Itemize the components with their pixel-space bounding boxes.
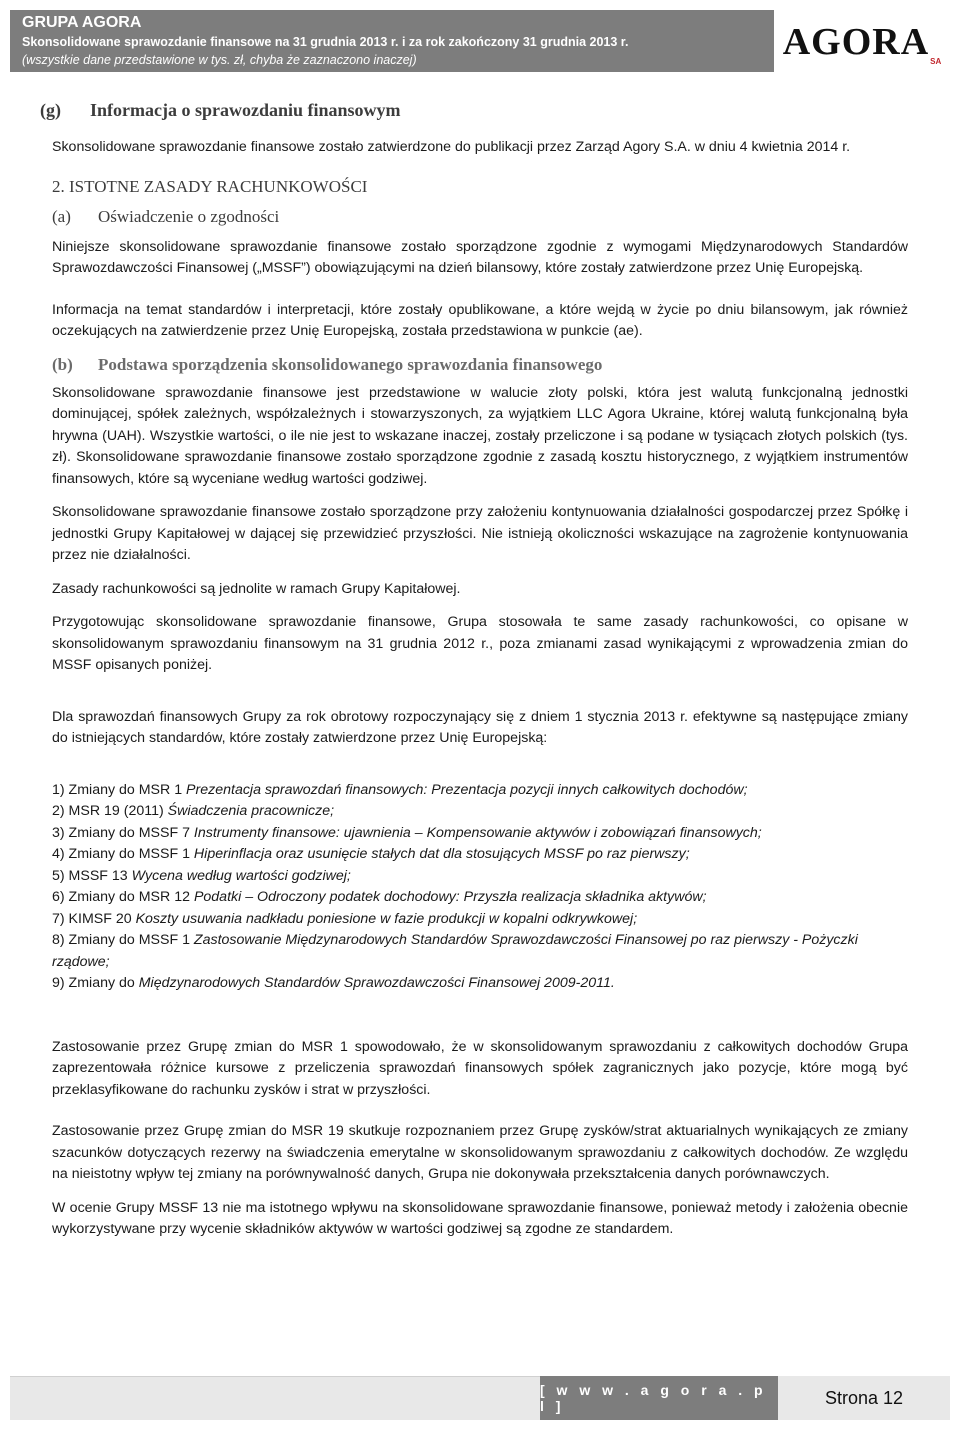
page-header bbox=[10, 10, 950, 72]
footer-band bbox=[10, 1376, 540, 1420]
section-b-heading bbox=[52, 355, 908, 375]
section-2-heading: 2. ISTOTNE ZASADY RACHUNKOWOŚCI bbox=[52, 176, 368, 196]
section-c-paragraph-2: Zastosowanie przez Grupę zmian do MSR 19 skutkuje rozpoznaniem przez Grupę zysków/strat aktuarialnych wynikających ze zmiany szacunków dotyczących rezerwy na świadczenia emerytalne w skonsolidowanym sprawozdaniu z całkowitych dochodów. Ze względu na nieistotny wpływ tej zmiany na porównywalność danych, Grupa nie dokonywała przekształcenia danych porównawczych. bbox=[52, 1123, 908, 1182]
section-a-label: (a) bbox=[52, 206, 71, 226]
page-footer bbox=[10, 1376, 950, 1420]
section-a-paragraph-1: Niniejsze skonsolidowane sprawozdanie finansowe zostało sporządzone zgodnie z wymogami Międzynarodowych Standardów Sprawozdawczości Finansowej („MSSF”) obowiązującymi na dzień bilansowy, które zostały zatwierdzone przez Unię Europejską. bbox=[52, 238, 908, 276]
logo-text: AGORA bbox=[782, 21, 930, 63]
header-band bbox=[10, 10, 774, 72]
section-c-paragraph-3: W ocenie Grupy MSSF 13 nie ma istotnego wpływu na skonsolidowane sprawozdanie finansowe, ponieważ metody i założenia obecnie wykorzystywane przy wycenie składników aktywów w wartości godziwej są zgodne ze standardem. bbox=[52, 1199, 908, 1237]
section-b-paragraph-5: Dla sprawozdań finansowych Grupy za rok obrotowy rozpoczynający się z dniem 1 stycznia 2013 r. efektywne są następujące zmiany do istniejących standardów, które zostały zatwierdzone przez Unię Europejską: bbox=[52, 708, 908, 746]
report-title: Skonsolidowane sprawozdanie finansowe na 31 grudnia 2013 r. i za rok zakończony 31 grudnia 2013 r. bbox=[22, 35, 629, 49]
section-g-heading bbox=[40, 100, 908, 121]
footer-website-link[interactable]: [ w w w . a g o r a . p l ] bbox=[540, 1376, 778, 1420]
list-item: 5) MSSF 13 Wycena według wartości godziwej; bbox=[52, 867, 351, 884]
list-item: 6) Zmiany do MSR 12 Podatki – Odroczony podatek dochodowy: Przyszła realizacja składnika aktywów; bbox=[52, 889, 707, 905]
list-item: 9) Zmiany do Międzynarodowych Standardów Sprawozdawczości Finansowej 2009-2011. bbox=[52, 975, 615, 991]
standards-list bbox=[52, 780, 908, 995]
report-note: (wszystkie dane przedstawione w tys. zł, chyba że zaznaczono inaczej) bbox=[22, 53, 417, 67]
list-item: 2) MSR 19 (2011) Świadczenia pracownicze; bbox=[52, 803, 335, 819]
section-a-heading bbox=[52, 207, 908, 227]
company-name: GRUPA AGORA bbox=[22, 14, 142, 31]
document-body bbox=[40, 100, 908, 1241]
section-b-title: Podstawa sporządzenia skonsolidowanego sprawozdania finansowego bbox=[98, 354, 603, 374]
logo-suffix: SA bbox=[930, 57, 942, 66]
section-c-paragraph-1: Zastosowanie przez Grupę zmian do MSR 1 spowodowało, że w skonsolidowanym sprawozdaniu z całkowitych dochodów Grupa zaprezentowała różnice kursowe z przeliczenia sprawozdań finansowych spółek zagranicznych jako pozycje, które mogą być przeklasyfikowane do rachunku zysków i strat w przyszłości. bbox=[52, 1038, 908, 1098]
section-a-paragraph-2: Informacja na temat standardów i interpretacji, które zostały opublikowane, a które wejdą w życie po dniu bilansowym, jak również oczekujących na zatwierdzenie przez Unię Europejską, została przedstawiona w punkcie (ae). bbox=[52, 301, 908, 339]
section-g-label: (g) bbox=[40, 100, 61, 120]
list-item: 3) Zmiany do MSSF 7 Instrumenty finansowe: ujawnienia – Kompensowanie aktywów i zobowiązań finansowych; bbox=[52, 824, 762, 841]
list-item: 8) Zmiany do MSSF 1 Zastosowanie Międzynarodowych Standardów Sprawozdawczości Finansowej po raz pierwszy - Pożyczki rządowe; bbox=[52, 932, 858, 970]
list-item: 7) KIMSF 20 Koszty usuwania nadkładu poniesione w fazie produkcji w kopalni odkrywkowej; bbox=[52, 910, 638, 927]
list-item: 4) Zmiany do MSSF 1 Hiperinflacja oraz usunięcie stałych dat dla stosujących MSSF po raz pierwszy; bbox=[52, 846, 690, 862]
section-b-paragraph-4: Przygotowując skonsolidowane sprawozdanie finansowe, Grupa stosowała te same zasady rachunkowości, co opisane w skonsolidowanym sprawozdaniu finansowym na 31 grudnia 2012 r., poza zmianami zasad wynikającymi z wprowadzenia zmian do MSSF opisanych poniżej. bbox=[52, 614, 908, 673]
section-b-paragraph-3: Zasady rachunkowości są jednolite w ramach Grupy Kapitałowej. bbox=[52, 580, 461, 597]
list-item: 1) Zmiany do MSR 1 Prezentacja sprawozdań finansowych: Prezentacja pozycji innych całkowitych dochodów; bbox=[52, 781, 748, 798]
section-g-text: Skonsolidowane sprawozdanie finansowe zostało zatwierdzone do publikacji przez Zarząd Agory S.A. w dniu 4 kwietnia 2014 r. bbox=[52, 139, 851, 155]
section-b-paragraph-1: Skonsolidowane sprawozdanie finansowe jest przedstawione w walucie złoty polski, która jest walutą funkcjonalną jednostki dominującej, spółek zależnych, współzależnych i stowarzyszonych, za wyjątkiem LLC Agora Ukraine, której walutą funkcjonalną była hrywna (UAH). Wszystkie wartości, o ile nie jest to wskazane inaczej, zostały przeliczone i są podane w tysiącach złotych polskich (tys. zł). Skonsolidowane sprawozdanie finansowe zostało sporządzone zgodnie z zasadą kosztu historycznego, z wyjątkiem instrumentów finansowych, które są wyceniane według wartości godziwej. bbox=[52, 384, 908, 487]
page-number: Strona 12 bbox=[778, 1376, 950, 1420]
section-a-title: Oświadczenie o zgodności bbox=[98, 206, 280, 226]
section-b-paragraph-2: Skonsolidowane sprawozdanie finansowe zostało sporządzone przy założeniu kontynuowania działalności gospodarczej przez Spółkę i jednostki Grupy Kapitałowej w dającej się przewidzieć przyszłości. Nie istnieją okoliczności wskazujące na zagrożenie kontynuowania przez nie działalności. bbox=[52, 504, 908, 563]
section-b-label: (b) bbox=[52, 354, 73, 374]
section-g-title: Informacja o sprawozdaniu finansowym bbox=[90, 100, 401, 120]
agora-logo bbox=[774, 10, 950, 72]
